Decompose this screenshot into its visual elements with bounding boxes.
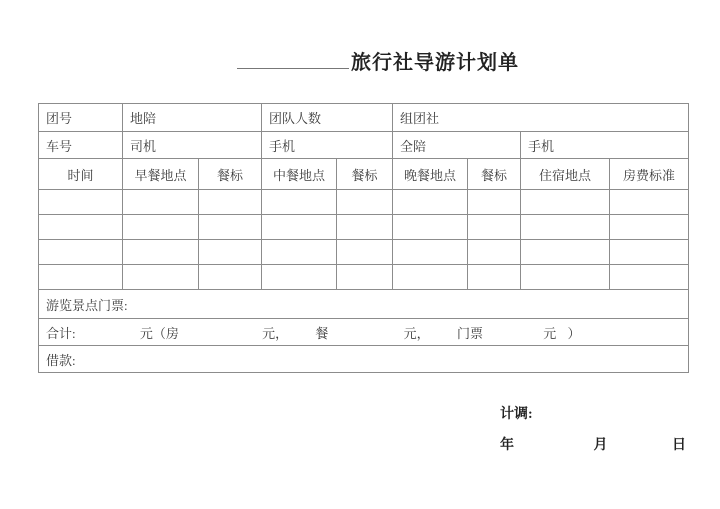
empty-schedule-row: [39, 265, 689, 290]
empty-cell: [610, 240, 689, 265]
empty-cell: [468, 215, 521, 240]
page-title: 旅行社导游计划单: [351, 52, 519, 74]
row-group-info: [39, 104, 689, 132]
empty-cell: [262, 265, 337, 290]
empty-cell: [337, 240, 393, 265]
empty-cell: [262, 190, 337, 215]
cell-organizer-agency-label: 组团社: [393, 104, 689, 132]
empty-cell: [521, 240, 610, 265]
header-dinner-standard: 餐标: [468, 159, 521, 190]
cell-team-size-label: 团队人数: [262, 104, 393, 132]
empty-cell: [39, 265, 123, 290]
empty-cell: [123, 240, 199, 265]
empty-cell: [610, 265, 689, 290]
empty-cell: [393, 265, 468, 290]
header-room-rate: 房费标准: [610, 159, 689, 190]
empty-cell: [39, 240, 123, 265]
total-seg-yuan-comma-2: 元，: [403, 325, 430, 341]
month-label: 月: [593, 438, 608, 453]
header-lunch-standard: 餐标: [337, 159, 393, 190]
agency-name-blank-line: [237, 67, 349, 69]
cell-driver-mobile-label: 手机: [262, 132, 393, 159]
empty-cell: [337, 215, 393, 240]
tour-plan-table: [38, 103, 689, 373]
total-seg-close-paren: ）: [567, 325, 581, 341]
cell-driver-label: 司机: [123, 132, 262, 159]
planner-label: 计调:: [500, 407, 533, 422]
loan-row: [39, 346, 689, 373]
header-lunch-place: 中餐地点: [262, 159, 337, 190]
total-seg-yuan-room: 元（房: [139, 325, 179, 341]
empty-schedule-row: [39, 190, 689, 215]
planner-line: [500, 403, 686, 423]
empty-cell: [123, 265, 199, 290]
day-label: 日: [672, 438, 686, 453]
header-time: 时间: [39, 159, 123, 190]
empty-cell: [123, 215, 199, 240]
total-label: 合计:: [46, 325, 76, 341]
total-seg-yuan-comma-1: 元，: [262, 325, 289, 341]
header-breakfast-place: 早餐地点: [123, 159, 199, 190]
empty-cell: [337, 265, 393, 290]
empty-cell: [521, 190, 610, 215]
tickets-row: [39, 290, 689, 319]
empty-cell: [521, 265, 610, 290]
empty-cell: [262, 240, 337, 265]
empty-cell: [199, 215, 262, 240]
header-breakfast-standard: 餐标: [199, 159, 262, 190]
empty-cell: [262, 215, 337, 240]
empty-cell: [393, 190, 468, 215]
signature-block: [500, 403, 686, 454]
empty-cell: [468, 240, 521, 265]
cell-tickets-label: 游览景点门票:: [39, 290, 689, 319]
cell-national-guide-label: 全陪: [393, 132, 521, 159]
total-seg-tickets: 门票: [456, 325, 483, 341]
cell-guide-mobile-label: 手机: [521, 132, 689, 159]
empty-cell: [39, 215, 123, 240]
empty-cell: [468, 190, 521, 215]
cell-total: [39, 319, 689, 346]
date-line: [500, 434, 686, 454]
empty-cell: [610, 190, 689, 215]
empty-cell: [199, 265, 262, 290]
year-label: 年: [500, 438, 514, 453]
document-title-block: [237, 46, 519, 75]
column-header-row: [39, 159, 689, 190]
total-seg-yuan: 元: [543, 325, 557, 341]
total-seg-meal: 餐: [315, 325, 329, 341]
header-lodging-place: 住宿地点: [521, 159, 610, 190]
total-row: [39, 319, 689, 346]
empty-cell: [521, 215, 610, 240]
empty-cell: [123, 190, 199, 215]
empty-cell: [393, 215, 468, 240]
cell-local-guide-label: 地陪: [123, 104, 262, 132]
empty-cell: [39, 190, 123, 215]
cell-group-no-label: 团号: [39, 104, 123, 132]
empty-cell: [468, 265, 521, 290]
empty-cell: [337, 190, 393, 215]
empty-schedule-row: [39, 240, 689, 265]
empty-schedule-row: [39, 215, 689, 240]
cell-loan-label: 借款:: [39, 346, 689, 373]
cell-car-no-label: 车号: [39, 132, 123, 159]
empty-cell: [199, 240, 262, 265]
empty-cell: [610, 215, 689, 240]
empty-cell: [393, 240, 468, 265]
empty-cell: [199, 190, 262, 215]
header-dinner-place: 晚餐地点: [393, 159, 468, 190]
row-vehicle-info: [39, 132, 689, 159]
